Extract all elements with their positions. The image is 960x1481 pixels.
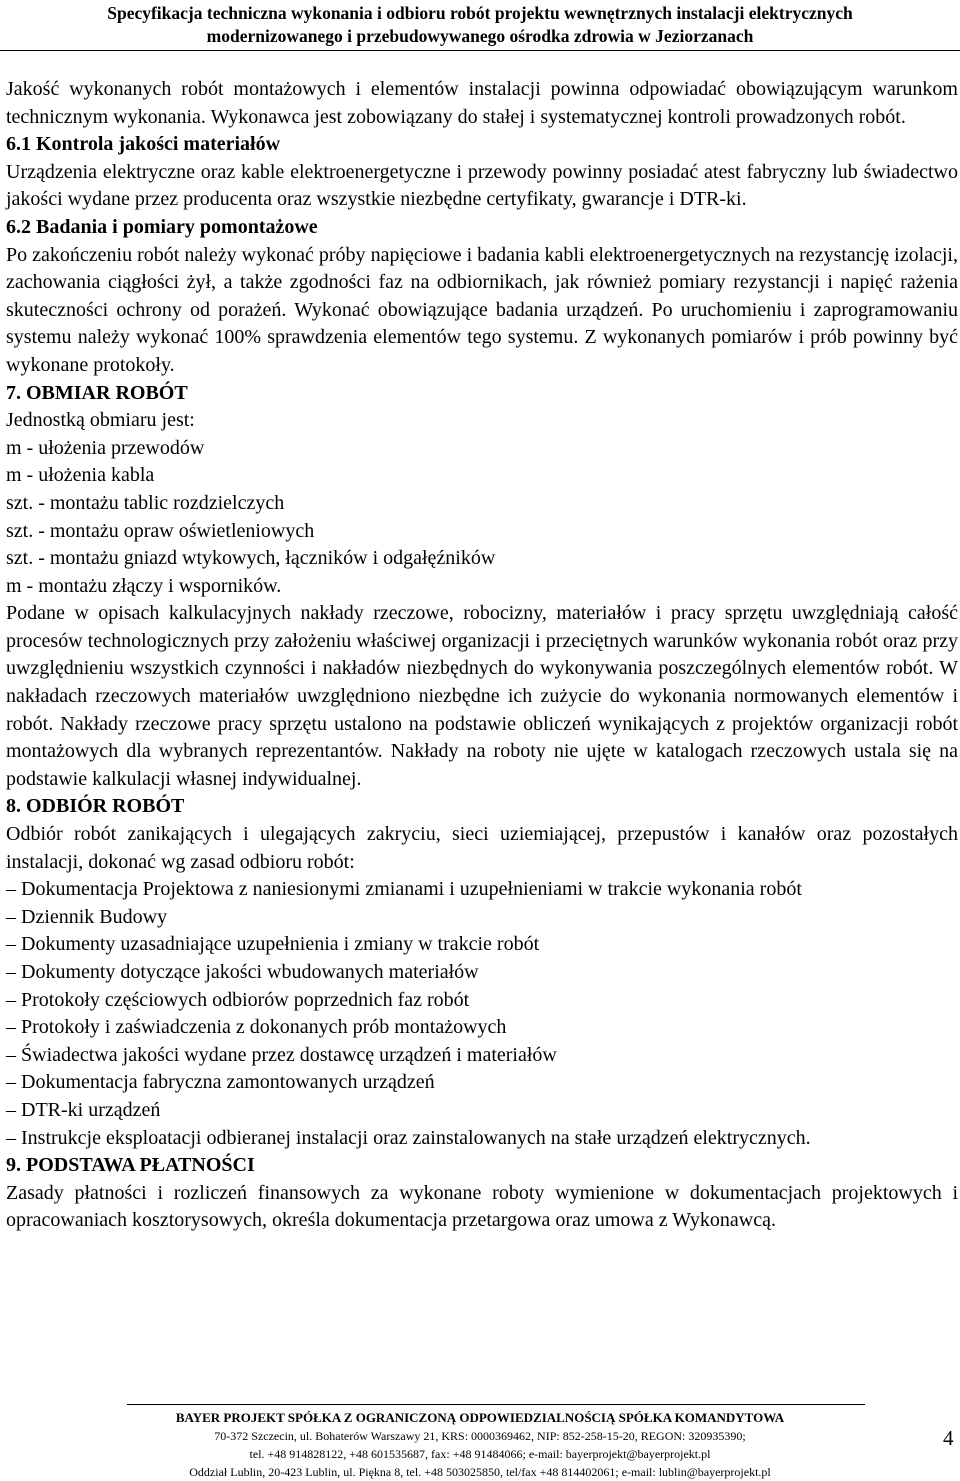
section-7-heading: 7. OBMIAR ROBÓT	[6, 381, 188, 404]
section-9-body: Zasady płatności i rozliczeń finansowych za wykonane roboty wymienione w dokumentacjach projektowych i opracowaniach kosztorysowych, określa dokumentacja przetargowa oraz umowa z Wykonawcą.	[6, 1181, 958, 1232]
list-item: – Dokumenty dotyczące jakości wbudowanych materiałów	[6, 961, 479, 983]
page-header	[0, 2, 960, 48]
list-item: – Dziennik Budowy	[6, 905, 168, 928]
list-item: – Świadectwa jakości wydane przez dostawcę urządzeń i materiałów	[6, 1043, 557, 1066]
measure-line: szt. - montażu gniazd wtykowych, łączników i odgałęźników	[6, 547, 496, 570]
list-item: – Instrukcje eksploatacji odbieranej instalacji oraz zainstalowanych na stałe urządzeń elektrycznych.	[6, 1126, 811, 1149]
header-line-1: Specyfikacja techniczna wykonania i odbioru robót projektu wewnętrznych instalacji elektrycznych	[107, 3, 853, 23]
section-6-2-heading: 6.2 Badania i pomiary pomontażowe	[6, 215, 318, 238]
section-6-1-heading: 6.1 Kontrola jakości materiałów	[6, 133, 281, 156]
document-body	[6, 76, 958, 1235]
intro-paragraph: Jakość wykonanych robót montażowych i elementów instalacji powinna odpowiadać obowiązującym warunkom technicznym wykonania. Wykonawca jest zobowiązany do stałej i systematycznej kontroli prowadzonych robót.	[6, 78, 958, 128]
measure-line: m - montażu złączy i wsporników.	[6, 574, 282, 597]
measure-line: m - ułożenia kabla	[6, 464, 155, 487]
footer-divider	[127, 1404, 865, 1405]
measure-line: szt. - montażu opraw oświetleniowych	[6, 519, 315, 542]
header-line-2: modernizowanego i przebudowywanego ośrodka zdrowia w Jeziorzanach	[206, 26, 754, 46]
list-item: – Protokoły i zaświadczenia z dokonanych prób montażowych	[6, 1016, 507, 1039]
list-item: – Dokumentacja fabryczna zamontowanych urządzeń	[6, 1071, 435, 1094]
list-item: – DTR-ki urządzeń	[6, 1098, 161, 1121]
measure-line: m - ułożenia przewodów	[6, 436, 205, 459]
list-item: – Protokoły częściowych odbiorów poprzednich faz robót	[6, 988, 470, 1011]
section-9-heading: 9. PODSTAWA PŁATNOŚCI	[6, 1154, 255, 1177]
section-7-body: Podane w opisach kalkulacyjnych nakłady rzeczowe, robocizny, materiałów i pracy sprzętu uwzględniają całość procesów technologicznych przy założeniu właściwej organizacji i przeciętnych warunków wykonania robót oraz przy uwzględnieniu wszystkich czynności i nakładów niezbędnych do wykonywania poszczególnych elementów robót. W nakładach rzeczowych materiałów uwzględniono niezbędne ich zużycie do wykonania normowanych elementów i robót. Nakłady rzeczowe pracy sprzętu ustalono na podstawie obliczeń wynikających z projektów organizacji robót montażowych dla wybranych reprezentantów. Nakłady na roboty nie ujęte w katalogach rzeczowych ustala się na podstawie kalkulacji własnej indywidualnej.	[6, 602, 958, 790]
list-item: – Dokumenty uzasadniające uzupełnienia i zmiany w trakcie robót	[6, 933, 540, 956]
measure-line: szt. - montażu tablic rozdzielczych	[6, 491, 285, 514]
section-8-body: Odbiór robót zanikających i ulegających zakryciu, sieci uziemiającej, przepustów i kanałów oraz pozostałych instalacji, dokonać wg zasad odbioru robót:	[6, 823, 958, 873]
header-divider	[0, 50, 960, 51]
list-item: – Dokumentacja Projektowa z naniesionymi zmianami i uzupełnieniami w trakcie wykonania robót	[6, 878, 802, 901]
section-8-heading: 8. ODBIÓR ROBÓT	[6, 795, 185, 818]
footer-company: BAYER PROJEKT SPÓŁKA Z OGRANICZONĄ ODPOWIEDZIALNOŚCIĄ SPÓŁKA KOMANDYTOWA	[175, 1410, 785, 1425]
footer-contact: tel. +48 914828122, +48 601535687, fax: +48 91484066; e-mail: bayerprojekt@bayerprojekt.pl	[249, 1447, 711, 1461]
footer-branch: Oddział Lublin, 20-423 Lublin, ul. Piękna 8, tel. +48 503025850, tel/fax +48 814402061; e-mail: lublin@bayerprojekt.pl	[189, 1465, 771, 1479]
section-6-1-body: Urządzenia elektryczne oraz kable elektroenergetyczne i przewody powinny posiadać atest fabryczny lub świadectwo jakości wydane przez producenta oraz wszystkie niezbędne certyfikaty, gwarancje i DTR-ki.	[6, 160, 958, 211]
section-6-2-body: Po zakończeniu robót należy wykonać próby napięciowe i badania kabli elektroenergetycznych na rezystancję izolacji, zachowania ciągłości żył, a także zgodności faz na odbiornikach, jak również pomiary rezystancji i napięć rażenia skuteczności ochrony od porażeń. Wykonać obowiązujące badania urządzeń. Po uruchomieniu i zaprogramowaniu systemu należy wykonać 100% sprawdzenia elementów tego systemu. Z wykonanych pomiarów i prób powinny być wykonane protokoły.	[6, 243, 958, 376]
page-footer	[0, 1409, 960, 1481]
footer-address: 70-372 Szczecin, ul. Bohaterów Warszawy 21, KRS: 0000369462, NIP: 852-258-15-20, REGON: 320935390;	[214, 1429, 746, 1443]
measure-line: Jednostką obmiaru jest:	[6, 409, 195, 432]
page-number: 4	[943, 1426, 954, 1450]
